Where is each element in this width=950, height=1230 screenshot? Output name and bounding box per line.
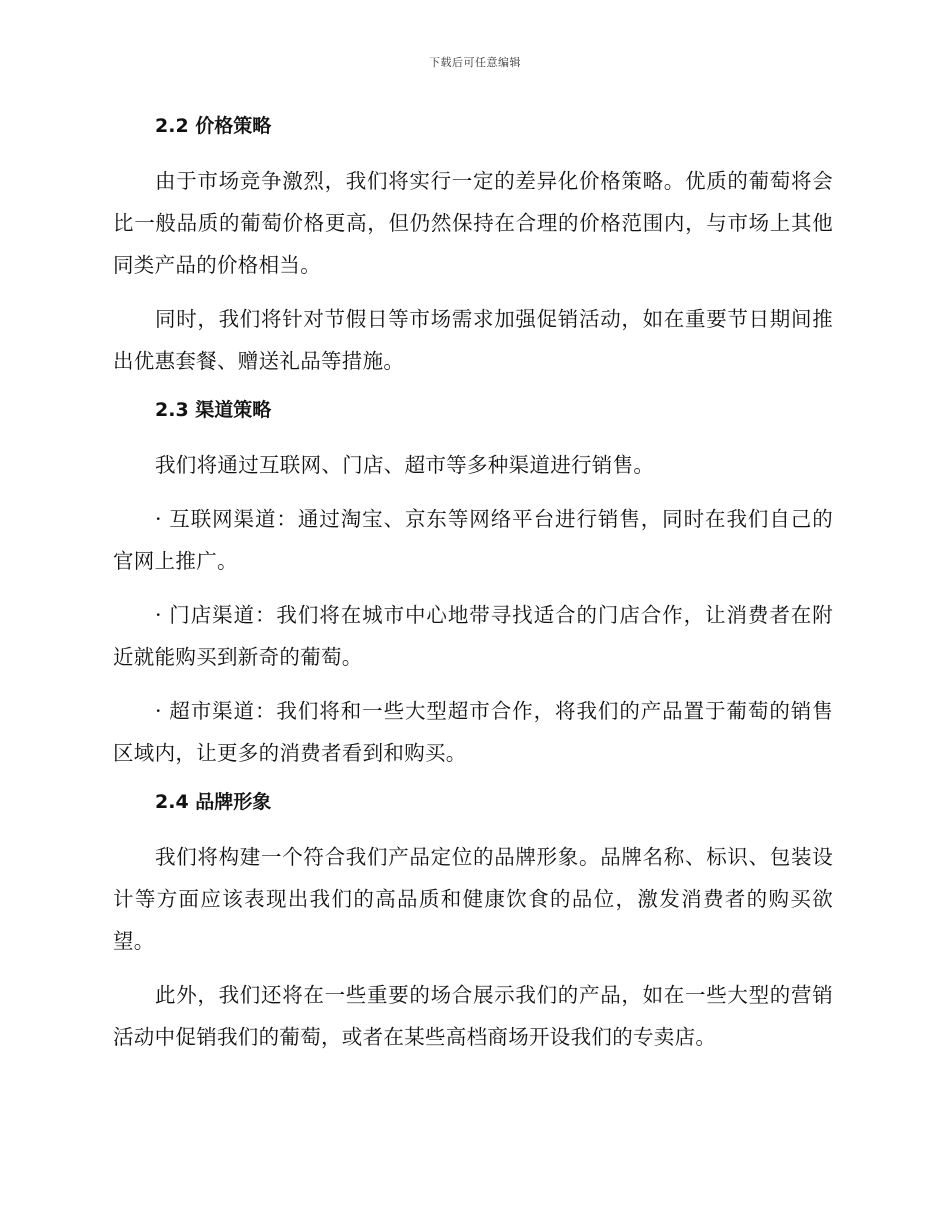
section-heading-channels: 2.3 渠道策略 xyxy=(155,399,272,421)
paragraph: 由于市场竞争激烈，我们将实行一定的差异化价格策略。优质的葡萄将会比一般品质的葡萄价格更高，但仍然保持在合理的价格范围内，与市场上其他同类产品的价格相当。 xyxy=(113,169,833,277)
bullet-paragraph: · 门店渠道：我们将在城市中心地带寻找适合的门店合作，让消费者在附近就能购买到新奇的葡萄。 xyxy=(113,603,833,669)
page-header: 下载后可任意编辑 xyxy=(429,56,521,69)
section-heading-brand: 2.4 品牌形象 xyxy=(155,791,272,813)
paragraph: 同时，我们将针对节假日等市场需求加强促销活动，如在重要节日期间推出优惠套餐、赠送礼品等措施。 xyxy=(113,307,833,373)
bullet-paragraph: · 互联网渠道：通过淘宝、京东等网络平台进行销售，同时在我们自己的官网上推广。 xyxy=(113,507,833,573)
paragraph: 我们将构建一个符合我们产品定位的品牌形象。品牌名称、标识、包装设计等方面应该表现出我们的高品质和健康饮食的品位，激发消费者的购买欲望。 xyxy=(113,845,833,953)
bullet-paragraph: · 超市渠道：我们将和一些大型超市合作，将我们的产品置于葡萄的销售区域内，让更多的消费者看到和购买。 xyxy=(113,699,833,765)
paragraph: 此外，我们还将在一些重要的场合展示我们的产品，如在一些大型的营销活动中促销我们的葡萄，或者在某些高档商场开设我们的专卖店。 xyxy=(113,983,833,1049)
document-body xyxy=(113,110,833,1070)
paragraph: 我们将通过互联网、门店、超市等多种渠道进行销售。 xyxy=(155,453,655,477)
section-heading-pricing: 2.2 价格策略 xyxy=(155,115,272,137)
